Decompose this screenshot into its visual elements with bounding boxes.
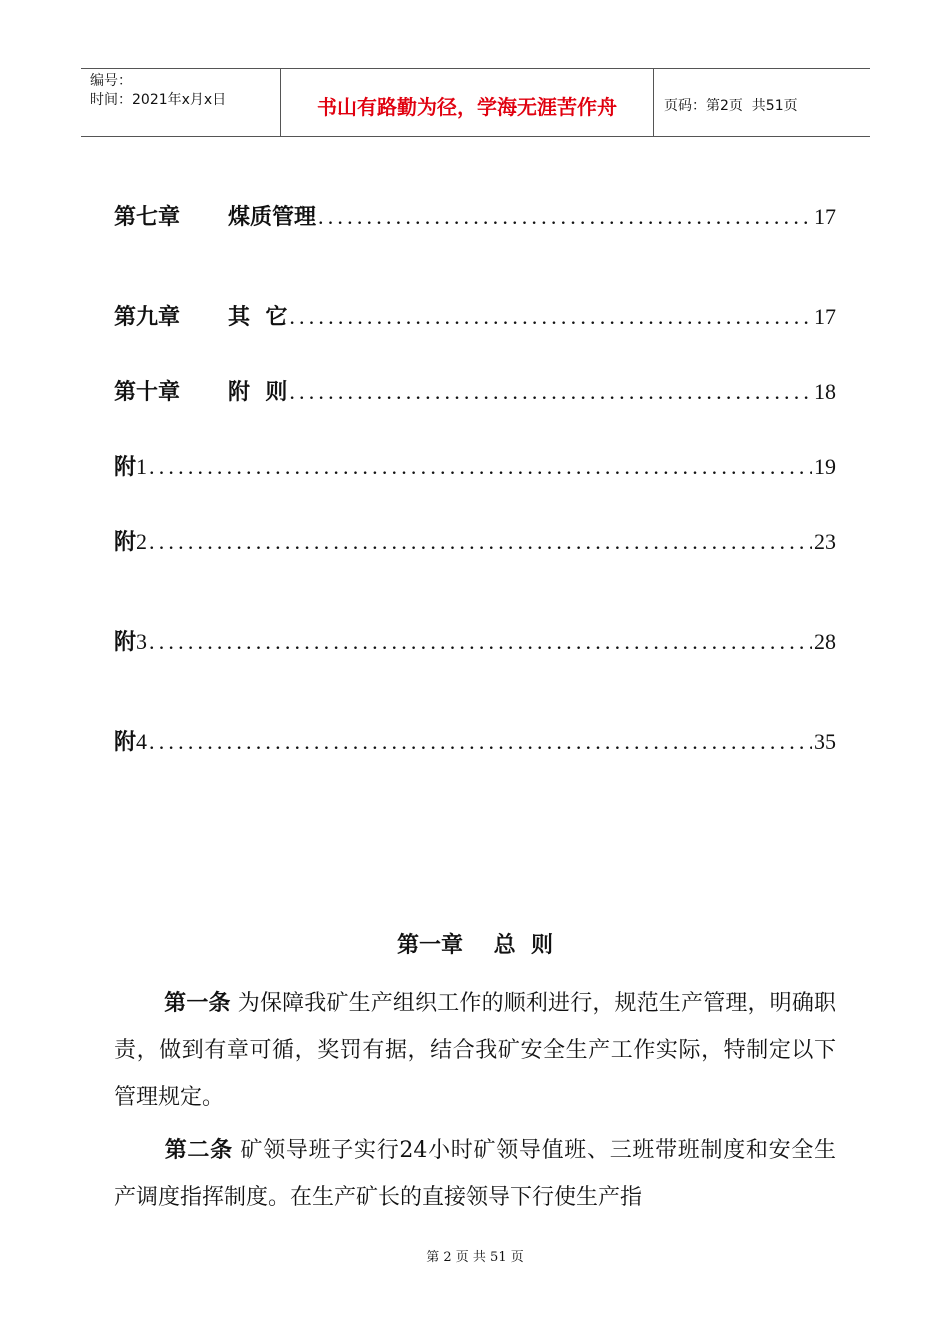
chapter-heading-text: 第一章 总 则 bbox=[397, 933, 553, 958]
page-info-text: 页码：第2页 共51页 bbox=[664, 97, 798, 114]
article-paragraph bbox=[114, 1127, 836, 1221]
toc-page-number: 35 bbox=[814, 729, 836, 754]
toc-page-number: 19 bbox=[814, 454, 836, 479]
toc-title: 2 bbox=[136, 529, 148, 554]
toc-page-number: 18 bbox=[814, 379, 836, 404]
header-motto: 书山有路勤为径，学海无涯苦作舟 bbox=[281, 69, 654, 136]
article-text: 矿领导班子实行24小时矿领导值班、三班带班制度和安全生产调度指挥制度。在生产矿长的直接领导下行使生产指 bbox=[114, 1138, 836, 1210]
toc-leader-dots bbox=[289, 304, 812, 330]
toc-leader-dots bbox=[289, 379, 812, 405]
article-number: 第一条 bbox=[164, 991, 231, 1016]
toc-chapter: 附 bbox=[114, 630, 137, 655]
toc-leader-dots bbox=[149, 529, 812, 555]
toc-chapter: 第九章 bbox=[114, 305, 181, 330]
page-footer bbox=[0, 1246, 950, 1265]
toc-entry[interactable] bbox=[114, 525, 836, 555]
toc-leader-dots bbox=[149, 454, 812, 480]
toc-page-number: 17 bbox=[814, 204, 836, 229]
footer-page-number: 第 2 页 共 51 页 bbox=[426, 1250, 524, 1265]
toc-leader-dots bbox=[149, 729, 812, 755]
page-header bbox=[81, 68, 870, 137]
header-meta bbox=[81, 69, 281, 136]
toc-page-number: 17 bbox=[814, 304, 836, 329]
toc-chapter: 第十章 bbox=[114, 380, 181, 405]
toc-leader-dots bbox=[149, 629, 812, 655]
toc-chapter: 附 bbox=[114, 730, 137, 755]
toc-page-number: 28 bbox=[814, 629, 836, 654]
toc-title: 1 bbox=[136, 454, 148, 479]
article-paragraph bbox=[114, 980, 836, 1121]
toc-chapter: 附 bbox=[114, 530, 137, 555]
toc-title: 附 则 bbox=[228, 380, 288, 405]
time-label: 时间：2021年x月x日 bbox=[90, 92, 227, 108]
toc-entry[interactable] bbox=[114, 725, 836, 755]
article-text: 为保障我矿生产组织工作的顺利进行，规范生产管理，明确职责，做到有章可循，奖罚有据，结合我矿安全生产工作实际，特制定以下管理规定。 bbox=[114, 991, 836, 1110]
toc-title: 3 bbox=[136, 629, 148, 654]
toc-chapter: 附 bbox=[114, 455, 137, 480]
toc-title: 其 它 bbox=[228, 305, 288, 330]
chapter-heading bbox=[0, 928, 950, 959]
toc-entry[interactable] bbox=[114, 625, 836, 655]
toc-title: 煤质管理 bbox=[228, 205, 317, 230]
toc-title: 4 bbox=[136, 729, 148, 754]
article-number: 第二条 bbox=[164, 1138, 233, 1163]
toc-chapter: 第七章 bbox=[114, 205, 181, 230]
toc-entry[interactable] bbox=[114, 300, 836, 330]
toc-leader-dots bbox=[318, 204, 812, 230]
serial-label: 编号： bbox=[90, 73, 132, 89]
header-page-info bbox=[654, 69, 870, 136]
toc-page-number: 23 bbox=[814, 529, 836, 554]
toc-entry[interactable] bbox=[114, 450, 836, 480]
toc-entry[interactable] bbox=[114, 200, 836, 230]
toc-entry[interactable] bbox=[114, 375, 836, 405]
